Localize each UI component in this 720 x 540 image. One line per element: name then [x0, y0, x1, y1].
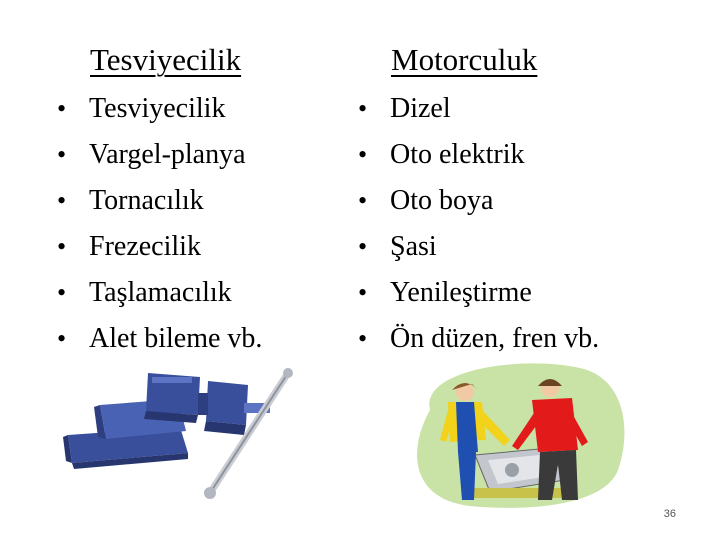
list-item: • Dizel: [356, 86, 599, 132]
right-column-title: Motorculuk: [391, 42, 538, 77]
list-item: • Frezecilik: [55, 224, 262, 270]
right-bullet-list: [356, 86, 599, 362]
left-bullet-list: [55, 86, 262, 362]
list-item: • Oto boya: [356, 178, 599, 224]
list-item: • Taşlamacılık: [55, 270, 262, 316]
list-item: • Şasi: [356, 224, 599, 270]
mechanics-repairing-engine-icon: [400, 360, 630, 510]
page-number: 36: [663, 508, 676, 520]
list-item: • Vargel-planya: [55, 132, 262, 178]
list-item: • Tesviyecilik: [55, 86, 262, 132]
bench-vise-icon: [60, 365, 300, 505]
list-item: • Alet bileme vb.: [55, 316, 262, 362]
list-item: • Oto elektrik: [356, 132, 599, 178]
list-item: • Tornacılık: [55, 178, 262, 224]
list-item: • Yenileştirme: [356, 270, 599, 316]
list-item: • Ön düzen, fren vb.: [356, 316, 599, 362]
left-column-title: Tesviyecilik: [90, 42, 242, 77]
